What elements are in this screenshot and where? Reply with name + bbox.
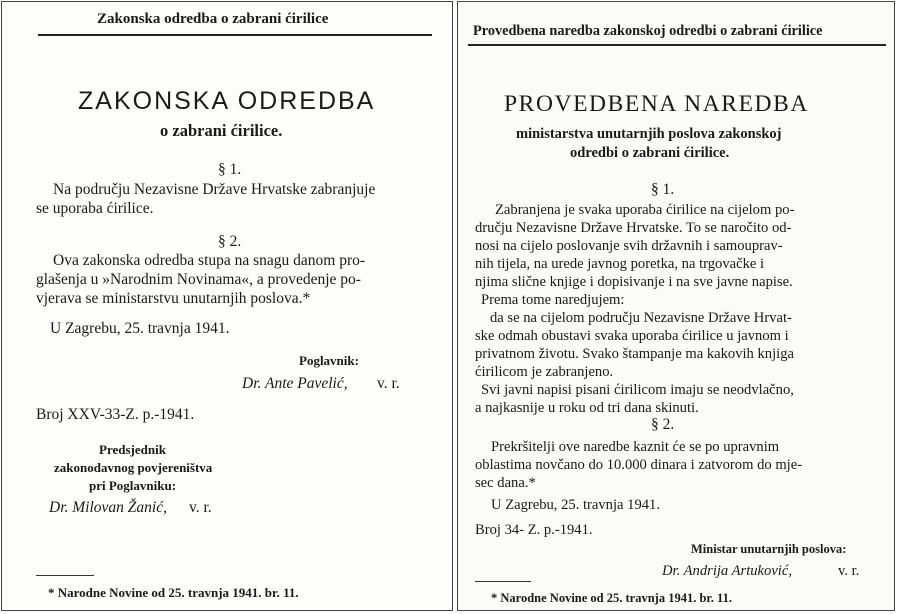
president-name: Dr. Milovan Žanić,: [49, 499, 167, 516]
section-2-line: Ova zakonska odredba stupa na snagu danom pro-: [53, 252, 366, 269]
running-header: Zakonska odredba o zabrani ćirilice: [97, 11, 329, 27]
document-number: Broj 34- Z. p.-1941.: [475, 522, 593, 538]
place-date: U Zagrebu, 25. travnja 1941.: [491, 497, 660, 513]
section-1-line: ske odmah obustavi svaka uporaba ćirilice u javnom i: [475, 328, 789, 344]
signer-suffix: v. r.: [377, 375, 400, 392]
section-2-line: Prekršitelji ove naredbe kaznit će se po upravnim: [491, 439, 780, 455]
header-rule: [38, 34, 432, 36]
section-1-line: Na području Nezavisne Države Hrvatske zabranjuje: [53, 181, 376, 198]
section-2-line: oblastima novčano do 10.000 dinara i zatvorom do mje-: [475, 457, 803, 473]
section-1-heading: § 1.: [651, 181, 675, 198]
doc-subtitle: o zabrani ćirilice.: [160, 121, 283, 140]
signer-suffix: v. r.: [838, 563, 860, 579]
section-1-heading: § 1.: [218, 161, 242, 178]
section-2-line: vjerava se ministarstvu unutarnjih poslova.*: [36, 290, 311, 307]
doc-title: PROVEDBENA NAREDBA: [504, 91, 809, 117]
president-suffix: v. r.: [189, 499, 212, 516]
signer-role: Ministar unutarnjih poslova:: [691, 542, 847, 556]
header-rule: [468, 44, 886, 46]
footnote-rule: [36, 575, 94, 576]
footnote-rule: [475, 581, 531, 582]
section-2-line: glašenja u »Narodnim Novinama«, a provedenje po-: [36, 271, 361, 288]
signer-name: Dr. Andrija Artuković,: [662, 563, 792, 579]
president-line: pri Poglavniku:: [89, 478, 177, 493]
section-1-line: se uporaba ćirilice.: [36, 200, 154, 217]
signer-name: Dr. Ante Pavelić,: [242, 375, 348, 392]
left-page: [1, 1, 453, 611]
document-number: Broj XXV-33-Z. p.-1941.: [36, 406, 195, 423]
president-line: zakonodavnog povjerenіštva: [54, 460, 213, 475]
signer-role: Poglavnik:: [299, 353, 359, 368]
section-1-line: dručju Nezavisne Države Hrvatske. To se naročito od-: [475, 220, 792, 236]
doc-subtitle-line: odredbi o zabrani ćirilice.: [570, 145, 730, 161]
section-1-line: Prema tome naredjujem:: [481, 292, 625, 308]
section-1-line: privatnom životu. Svako štampanje ma kakovih knjiga: [475, 346, 794, 362]
section-2-heading: § 2.: [218, 233, 242, 250]
section-1-line: ćirilicom je zabranjeno.: [475, 364, 614, 380]
doc-subtitle-line: ministarstva unutarnjih poslova zakonskoj: [516, 126, 782, 142]
section-1-line: Svi javni napisi pisani ćirilicom imaju se neodvlačno,: [481, 382, 794, 398]
section-1-line: Zabranjena je svaka uporaba ćirilice na cijelom po-: [495, 202, 795, 218]
section-1-line: da se na cijelom području Nezavisne Države Hrvat-: [490, 310, 792, 326]
section-1-line: njima slične knjige i dopisivanje i na sve javne napise.: [475, 274, 793, 290]
section-1-line: a najkasnije u roku od tri dana skinuti.: [475, 400, 699, 416]
section-1-line: nih tijela, na urede javnog poretka, na trgovačke i: [475, 256, 765, 272]
place-date: U Zagrebu, 25. travnja 1941.: [50, 320, 230, 337]
doc-title: ZAKONSKA ODREDBA: [78, 87, 376, 115]
section-2-heading: § 2.: [651, 416, 675, 433]
footnote: * Narodne Novine od 25. travnja 1941. br. 11.: [48, 585, 299, 600]
president-line: Predsjednik: [99, 442, 166, 457]
running-header: Provedbena naredba zakonskoj odredbi o zabrani ćirilice: [473, 23, 823, 39]
footnote: * Narodne Novine od 25. travnja 1941. br. 11.: [491, 591, 732, 605]
section-1-line: nosi na cijelo poslovanje svih državnih i samouprav-: [475, 238, 783, 254]
section-2-line: sec dana.*: [475, 475, 536, 491]
right-page: [457, 1, 895, 611]
